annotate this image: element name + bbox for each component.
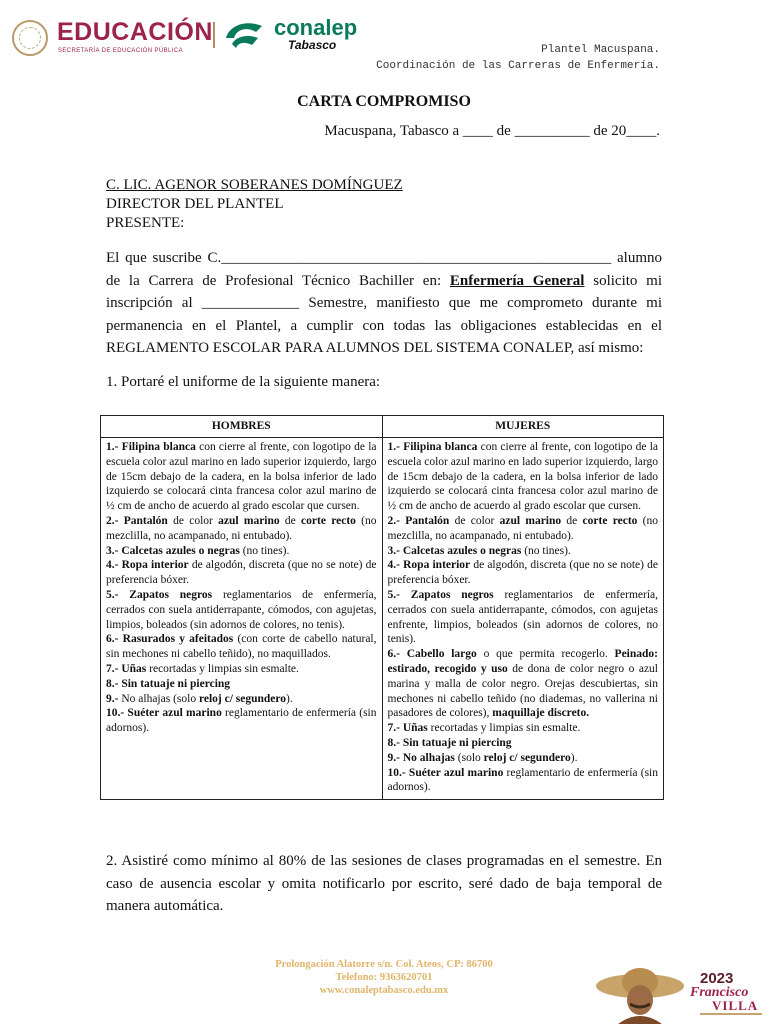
list-item: 10.- Suéter azul marino reglamentario de enfermería (sin adornos). <box>106 707 377 735</box>
edu-logo-title: EDUCACIÓN <box>57 18 213 46</box>
villa-name: Francisco <box>690 985 749 1000</box>
document-title: CARTA COMPROMISO <box>297 93 471 110</box>
conalep-logo-state: Tabasco <box>288 38 337 52</box>
government-seal-icon <box>12 20 48 56</box>
list-item: 8.- Sin tatuaje ni piercing <box>387 736 512 749</box>
table-row <box>101 438 664 800</box>
table-header-row <box>101 416 664 438</box>
logo-divider <box>213 22 215 48</box>
list-item: 9.- No alhajas (solo reloj c/ segundero). <box>106 692 293 705</box>
list-item: 5.- Zapatos negros reglamentarios de enfermería, cerrados con suela antiderrapante, cómodos, con agujetas enfrente, limpios, boleados (sin adornos de colores, no tenis). <box>387 588 658 646</box>
list-item: 6.- Rasurados y afeitados (con corte de cabello natural, sin mechones ni cabello teñido), no maquillados. <box>106 633 377 661</box>
men-column <box>101 438 383 800</box>
recipient-name: C. LIC. AGENOR SOBERANES DOMÍNGUEZ <box>106 177 403 193</box>
recipient-block <box>106 176 403 233</box>
list-item: 9.- No alhajas (solo reloj c/ segundero). <box>387 751 578 764</box>
intro-paragraph <box>106 247 662 360</box>
list-item: 7.- Uñas recortadas y limpias sin esmalte. <box>106 662 299 675</box>
footer-phone: Telefono: 9363620701 <box>335 972 433 983</box>
list-item: 3.- Calcetas azules o negras (no tines). <box>106 544 290 557</box>
intro-part1: El que suscribe C.____________________________________________________ alumno de la Carrera de Profesional Técnico Bachiller en: <box>106 250 662 289</box>
item-2-paragraph: 2. Asistiré como mínimo al 80% de las sesiones de clases programadas en el semestre. En caso de ausencia escolar y omita notificarlo por escrito, seré dado de baja temporal de manera automática. <box>106 853 662 914</box>
header-men: HOMBRES <box>101 416 383 438</box>
intro-part2: solicito mi inscripción al _____________ Semestre, manifiesto que me comprometo durante mi permanencia en el Plantel, a cumplir con todas las obligaciones establecidas en el REGLAMENTO ESCOLAR PARA ALUMNOS DEL SISTEMA CONALEP, así mismo: <box>106 272 663 356</box>
list-item: 4.- Ropa interior de algodón, discreta (que no se note) de preferencia bóxer. <box>387 559 658 587</box>
place-date-line: Macuspana, Tabasco a ____ de __________ de 20____. <box>324 123 660 139</box>
women-column <box>382 438 664 800</box>
footer-address: Prolongación Alatorre s/n. Col. Ateos, CP: 86700 <box>275 959 493 970</box>
list-item: 5.- Zapatos negros reglamentarios de enfermería, cerrados con suela antiderrapante, cómodos, con agujetas, limpios, boleados (sin adornos de colores, no tenis). <box>106 588 377 631</box>
footer-website[interactable]: www.conaleptabasco.edu.mx <box>319 985 449 996</box>
header-women: MUJERES <box>382 416 664 438</box>
edu-logo-subtitle: SECRETARÍA DE EDUCACIÓN PÚBLICA <box>58 48 183 54</box>
villa-underline <box>700 1013 762 1015</box>
recipient-position: DIRECTOR DEL PLANTEL <box>106 196 284 212</box>
conalep-logo-name: conalep <box>274 15 358 40</box>
villa-surname: VILLA <box>712 998 759 1013</box>
list-item: 1.- Filipina blanca con cierre al frente, con logotipo de la escuela color azul marino en lado superior izquierdo, largo de 15cm debajo de la cadera, en la bolsa inferior de lado izquierdo se colocará cinta francesa color azul marino de ½ cm de ancho de acuerdo al grado escolar que cursen. <box>387 441 659 513</box>
item-1-heading: 1. Portaré el uniforme de la siguiente manera: <box>106 374 381 390</box>
list-item: 6.- Cabello largo o que permita recogerlo. Peinado: estirado, recogido y uso de dona de color negro o azul marina y malla de color negro. Orejas descubiertas, sin mechones ni cabello teñido (no diademas, no vallerina ni pasadores de colores), maquillaje discreto. <box>387 648 659 720</box>
uniform-table <box>100 415 664 800</box>
francisco-villa-portrait-icon <box>588 960 690 1024</box>
page-header <box>0 0 768 80</box>
career-name: Enfermería General <box>449 272 585 289</box>
list-item: 8.- Sin tatuaje ni piercing <box>106 677 231 690</box>
recipient-greeting: PRESENTE: <box>106 215 185 231</box>
villa-year: 2023 <box>700 970 734 987</box>
list-item: 10.- Suéter azul marino reglamentario de enfermería (sin adornos). <box>387 766 658 794</box>
list-item: 1.- Filipina blanca con cierre al frente, con logotipo de la escuela color azul marino en lado superior izquierdo, largo de 15cm debajo de la cadera, en la bolsa inferior de lado izquierdo se colocará cinta francesa color azul marino de ½ cm de ancho de acuerdo al grado escolar que cursen. <box>106 441 377 513</box>
list-item: 2.- Pantalón de color azul marino de corte recto (no mezclilla, no acampanado, ni entubado). <box>387 514 659 542</box>
list-item: 4.- Ropa interior de algodón, discreta (que no se note) de preferencia bóxer. <box>106 559 377 587</box>
plantel-label: Plantel Macuspana. <box>541 44 660 56</box>
coordination-label: Coordinación de las Carreras de Enfermería. <box>376 60 660 72</box>
list-item: 7.- Uñas recortadas y limpias sin esmalte. <box>387 722 581 735</box>
list-item: 2.- Pantalón de color azul marino de corte recto (no mezclilla, no acampanado, ni entubado). <box>106 514 377 542</box>
list-item: 3.- Calcetas azules o negras (no tines). <box>387 544 571 557</box>
conalep-logo-icon <box>222 18 270 52</box>
